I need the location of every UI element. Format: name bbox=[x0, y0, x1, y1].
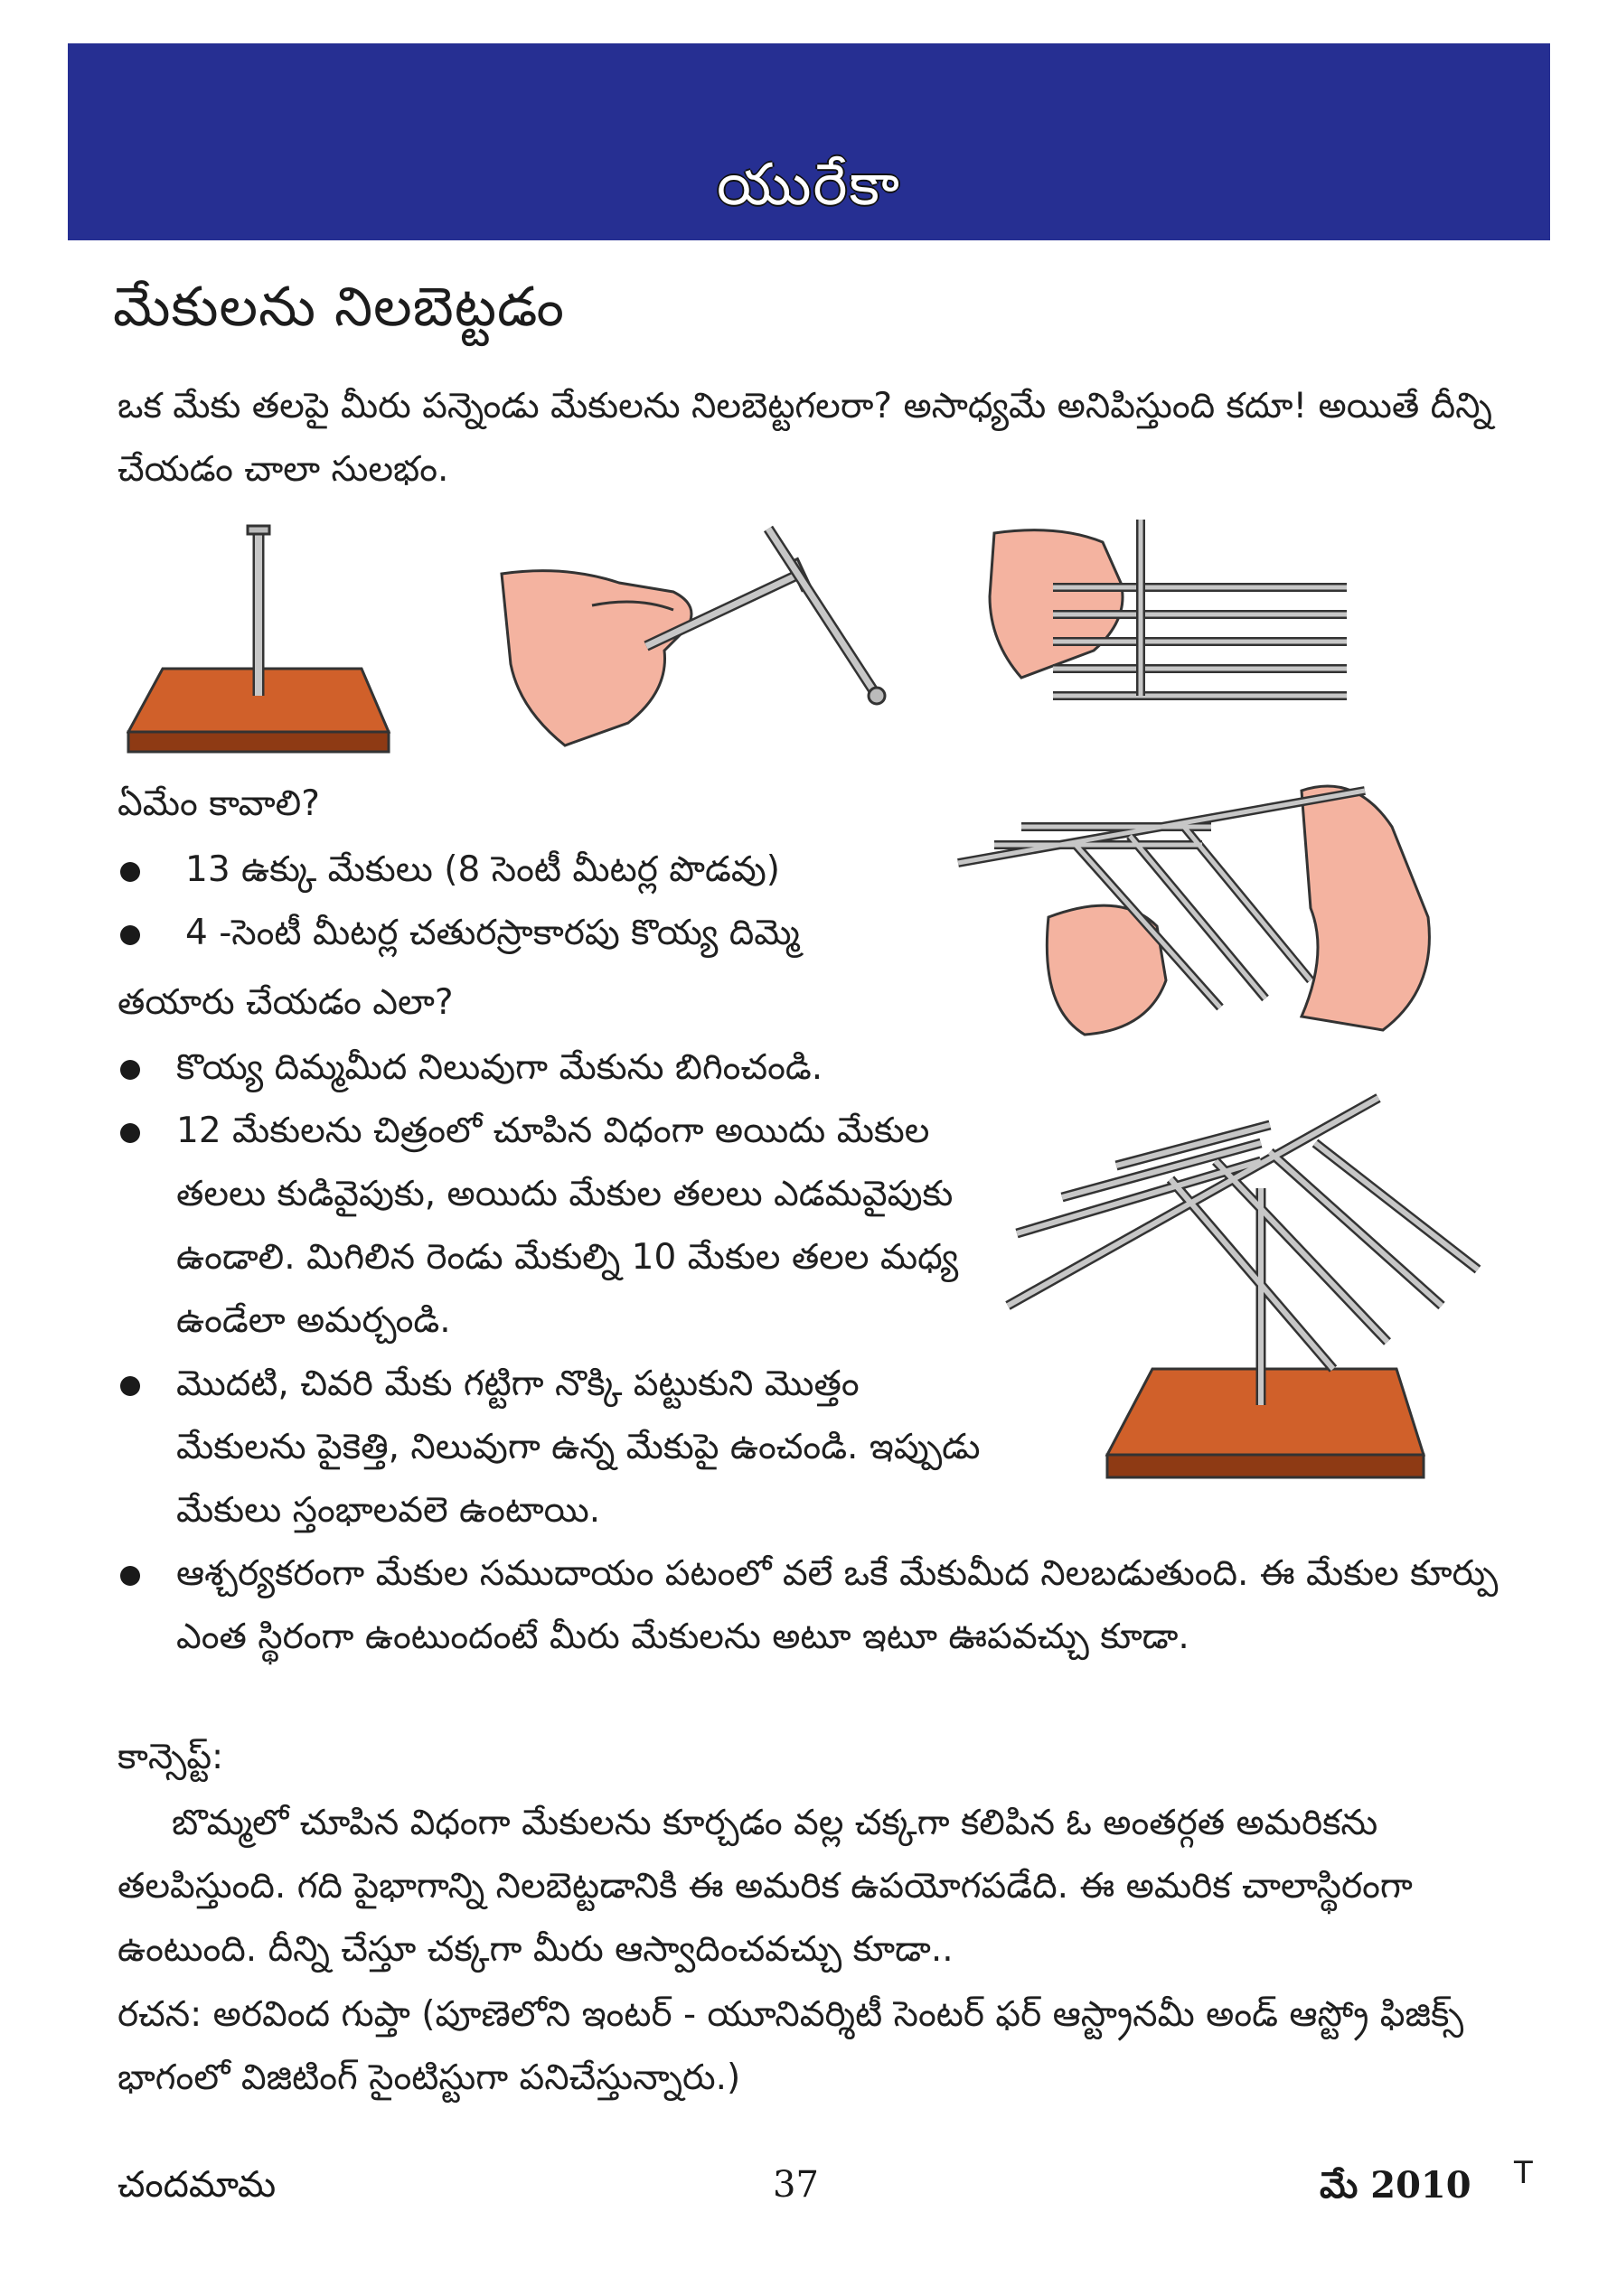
bullet-dot bbox=[120, 925, 140, 945]
step-item: కొయ్య దిమ్మమీద నిలువుగా మేకును బిగించండి. bbox=[176, 1047, 823, 1088]
author-credit: రచన: అరవింద గుప్తా (పూణెలోని ఇంటర్ - యూనివర్శిటీ సెంటర్ ఫర్ ఆస్ట్రానమీ అండ్ ఆస్ట్రో ఫిజిక్స్ భాగంలో విజిటింగ్ సైంటిస్టుగా పనిచేస్తున్నారు.) bbox=[118, 1994, 1464, 2098]
figure-nail-on-block bbox=[127, 515, 398, 759]
article-title: మేకులను నిలబెట్టడం bbox=[113, 276, 565, 339]
method-heading: తయారు చేయడం ఎలా? bbox=[118, 982, 454, 1023]
bullet-dot bbox=[120, 1060, 140, 1080]
bullet-dot bbox=[120, 862, 140, 882]
needs-item: 13 ఉక్కు మేకులు (8 సెంటీ మీటర్ల పొడవు) bbox=[185, 849, 780, 890]
footer-mark: T bbox=[1514, 2155, 1533, 2191]
intro-paragraph: ఒక మేకు తలపై మీరు పన్నెండు మేకులను నిలబెట్టగలరా? అసాధ్యమే అనిపిస్తుంది కదూ! అయితే దీన్ని చేయడం చాలా సులభం. bbox=[118, 386, 1492, 490]
step-item: మొదటి, చివరి మేకు గట్టిగా నొక్కి పట్టుకుని మొత్తం మేకులను పైకెత్తి, నిలువుగా ఉన్న మేకుపై ఉంచండి. ఇప్పుడు మేకులు స్తంభాలవలె ఉంటాయి. bbox=[176, 1364, 981, 1531]
figure-hand-crossed-nails bbox=[484, 520, 899, 754]
concept-heading: కాన్సెప్ట్: bbox=[118, 1737, 224, 1777]
bullet-dot bbox=[120, 1123, 140, 1143]
banner-title: యురేకా bbox=[717, 152, 901, 219]
concept-paragraph: బొమ్మలో చూపిన విధంగా మేకులను కూర్చడం వల్ల చక్కగా కలిపిన ఓ అంతర్గత అమరికను తలపిస్తుంది. గది పైభాగాన్ని నిలబెట్టడానికి ఈ అమరిక ఉపయోగపడేది. ఈ అమరిక చాలాస్థిరంగా ఉంటుంది. దీన్ని చేస్తూ చక్కగా మీరు ఆస్వాదించవచ్చు కూడా.. bbox=[118, 1803, 1413, 1970]
figure-hand-nail-ladder bbox=[985, 515, 1356, 741]
needs-item: 4 -సెంటీ మీటర్ల చతురస్రాకారపు కొయ్య దిమ్మె bbox=[185, 913, 800, 953]
bullet-dot bbox=[120, 1566, 140, 1586]
bullet-dot bbox=[120, 1376, 140, 1396]
issue-date: మే 2010 bbox=[1320, 2164, 1471, 2207]
figure-hands-lifting-nails bbox=[940, 773, 1446, 1044]
figure-final-nail-structure bbox=[990, 1071, 1505, 1486]
needs-heading: ఏమేం కావాలి? bbox=[118, 783, 320, 824]
step-item: 12 మేకులను చిత్రంలో చూపిన విధంగా అయిదు మేకుల తలలు కుడివైపుకు, అయిదు మేకుల తలలు ఎడమవైపుకు ఉండాలి. మిగిలిన రెండు మేకుల్ని 10 మేకుల తలల మధ్య ఉండేలా అమర్చండి. bbox=[176, 1111, 959, 1341]
footer-magazine-name: చందమామ bbox=[118, 2164, 277, 2206]
page-number: 37 bbox=[773, 2164, 819, 2206]
header-banner bbox=[68, 43, 1550, 240]
step-item: ఆశ్చర్యకరంగా మేకుల సముదాయం పటంలో వలే ఒకే మేకుమీద నిలబడుతుంది. ఈ మేకుల కూర్పు ఎంత స్థిరంగా ఉంటుందంటే మీరు మేకులను అటూ ఇటూ ఊపవచ్చు కూడా. bbox=[176, 1553, 1499, 1657]
